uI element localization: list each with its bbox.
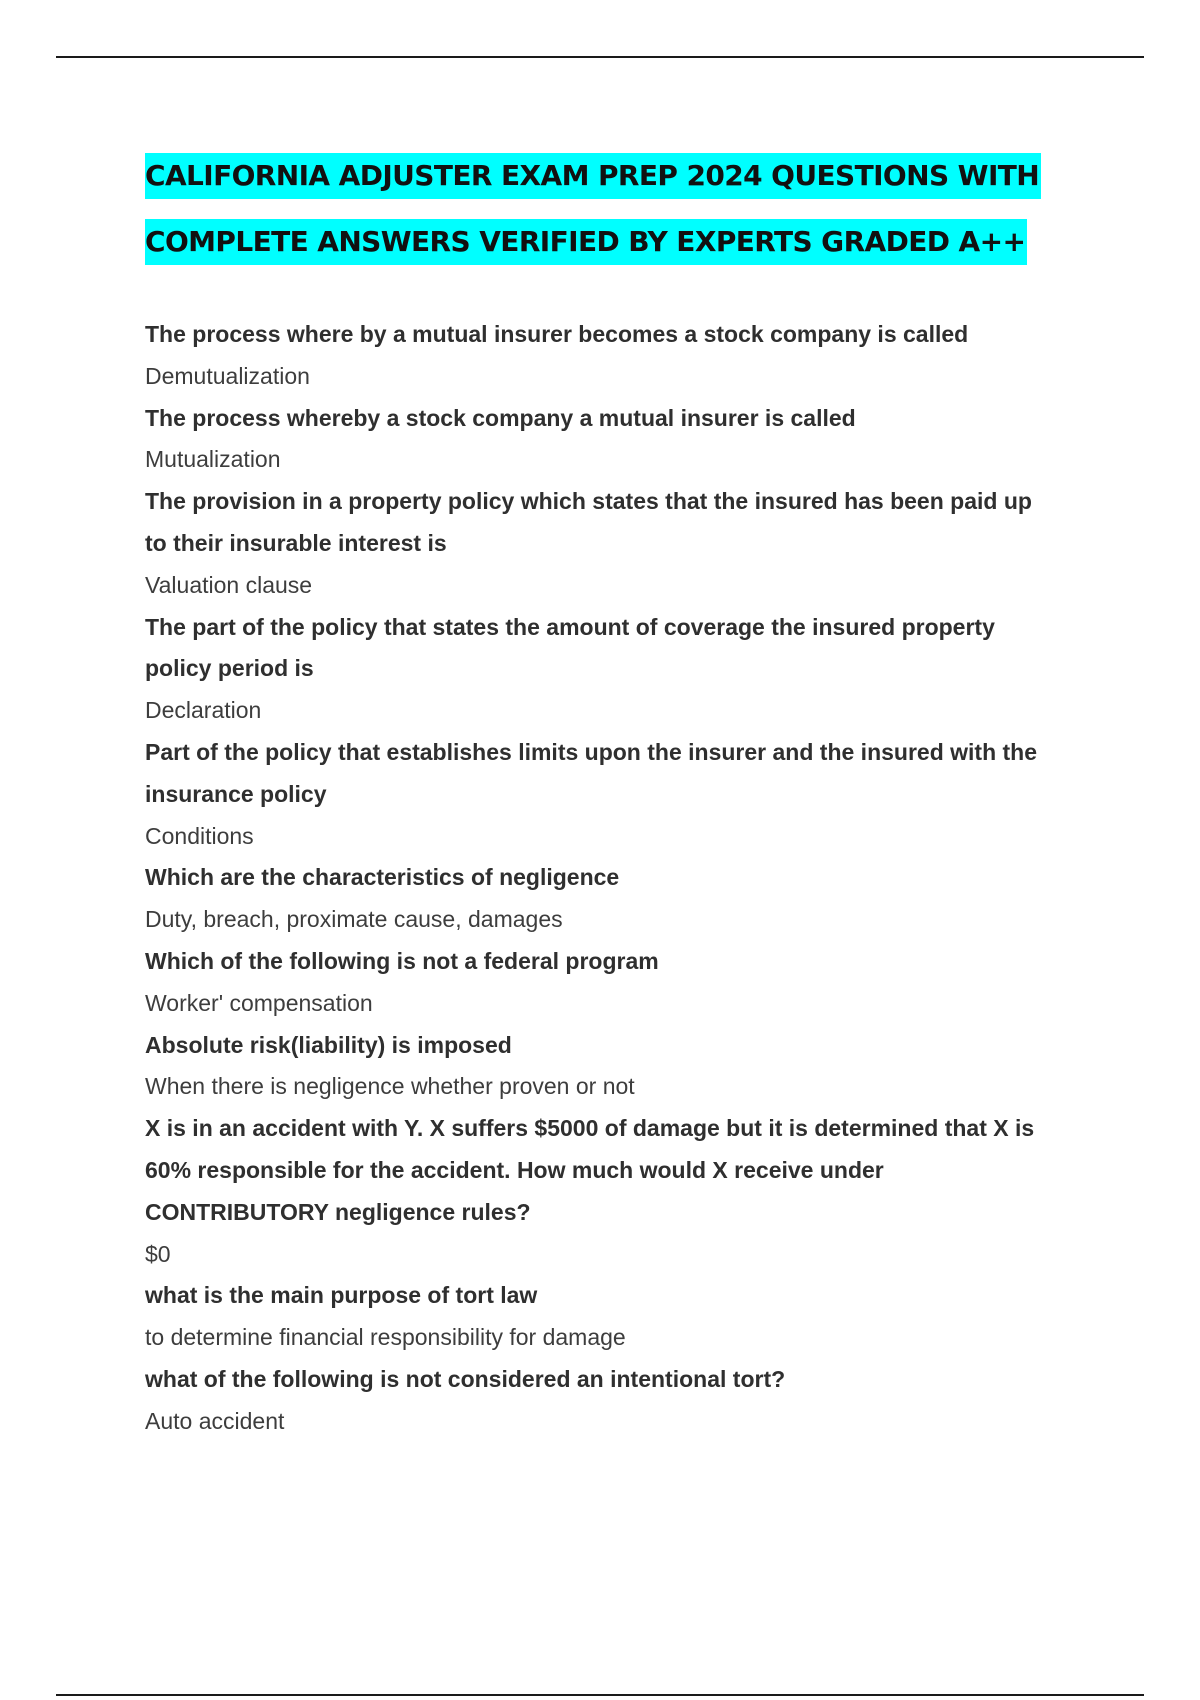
question: Part of the policy that establishes limits upon the insurer and the insured with the — [145, 738, 1038, 765]
question: Which of the following is not a federal program — [145, 947, 659, 974]
answer: Valuation clause — [145, 571, 313, 598]
qa-item-6 — [145, 857, 1090, 941]
footer-rule — [56, 1694, 1144, 1696]
question: The part of the policy that states the amount of coverage the insured property — [145, 613, 995, 640]
question-continued: 60% responsible for the accident. How much would X receive under — [145, 1156, 884, 1183]
qa-item-7 — [145, 941, 1090, 1025]
answer: When there is negligence whether proven or not — [145, 1073, 635, 1100]
question: The process whereby a stock company a mutual insurer is called — [145, 404, 856, 431]
qa-item-3 — [145, 481, 1090, 606]
qa-item-1 — [145, 314, 1090, 398]
question: The provision in a property policy which states that the insured has been paid up — [145, 488, 1032, 515]
answer: Auto accident — [145, 1407, 285, 1434]
answer: Duty, breach, proximate cause, damages — [145, 906, 563, 933]
qa-item-9 — [145, 1108, 1090, 1275]
qa-item-10 — [145, 1275, 1090, 1359]
qa-item-2 — [145, 398, 1090, 482]
title-line-2: COMPLETE ANSWERS VERIFIED BY EXPERTS GRADED A++ — [145, 209, 1105, 275]
qa-list — [145, 314, 1090, 1443]
qa-item-8 — [145, 1025, 1090, 1109]
question: what is the main purpose of tort law — [145, 1282, 538, 1309]
document-title — [145, 143, 1105, 275]
answer: Worker' compensation — [145, 989, 373, 1016]
answer: to determine financial responsibility for damage — [145, 1324, 626, 1351]
title-line-1: CALIFORNIA ADJUSTER EXAM PREP 2024 QUESTIONS WITH — [145, 143, 1105, 209]
answer: Mutualization — [145, 446, 281, 473]
question-continued: to their insurable interest is — [145, 529, 447, 556]
question: The process where by a mutual insurer becomes a stock company is called — [145, 321, 969, 347]
question: X is in an accident with Y. X suffers $5000 of damage but it is determined that X is — [145, 1115, 1035, 1142]
qa-item-5 — [145, 732, 1090, 857]
question: Which are the characteristics of negligence — [145, 864, 620, 891]
answer: Demutualization — [145, 362, 310, 389]
question-continued: insurance policy — [145, 780, 327, 807]
question-continued: policy period is — [145, 655, 314, 682]
question: what of the following is not considered an intentional tort? — [145, 1365, 786, 1392]
qa-item-4 — [145, 607, 1090, 732]
answer: Conditions — [145, 822, 254, 849]
question: Absolute risk(liability) is imposed — [145, 1031, 512, 1058]
qa-item-11 — [145, 1359, 1090, 1443]
question-continued: CONTRIBUTORY negligence rules? — [145, 1198, 531, 1225]
answer: Declaration — [145, 697, 262, 724]
header-rule — [56, 56, 1144, 58]
answer: $0 — [145, 1240, 171, 1267]
